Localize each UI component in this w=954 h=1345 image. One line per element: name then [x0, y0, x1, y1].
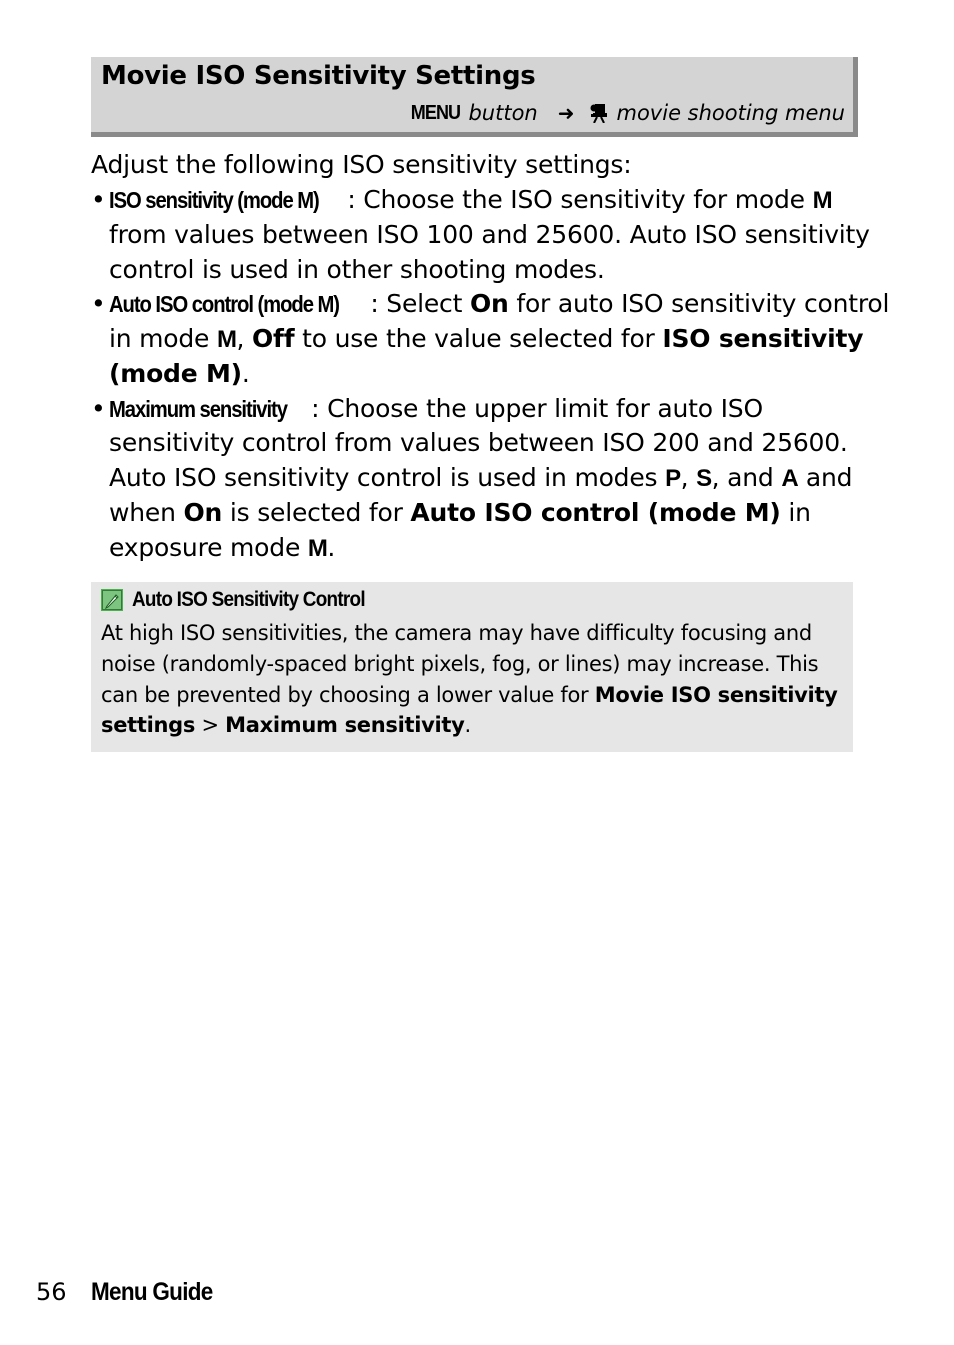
note-header — [101, 588, 391, 612]
page-footer — [36, 1278, 226, 1307]
page-title: Movie ISO Sensitivity Settings — [101, 61, 536, 91]
menu-name: movie shooting menu — [616, 101, 845, 125]
main-content — [91, 148, 890, 566]
bullet-icon: • — [91, 184, 106, 214]
pencil-note-icon — [101, 589, 123, 611]
section-header — [91, 57, 858, 137]
settings-list — [91, 183, 890, 567]
setting-term: Maximum sensitivity — [109, 395, 287, 422]
list-item: • ISO sensitivity (mode M) : Choose the ISO sensitivity for mode M from values between ISO 100 and 25600. Auto ISO sensitivity control is used in other shooting modes. — [91, 184, 870, 284]
list-item: • Maximum sensitivity : Choose the upper limit for auto ISO sensitivity control from values between ISO 200 and 25600. Auto ISO sensitivity control is used in modes P, S, and A and when On is selected for Auto ISO control (mode M) in exposure mode M. — [91, 393, 853, 562]
menu-path — [408, 101, 845, 125]
intro-text: Adjust the following ISO sensitivity settings: — [91, 150, 632, 179]
list-item: • Auto ISO control (mode M) : Select On for auto ISO sensitivity control in mode M, Off to use the value selected for ISO sensitivity (mode M). — [91, 289, 890, 388]
note-box — [91, 582, 853, 752]
page-number: 56 — [36, 1278, 67, 1306]
menu-button-text: button — [468, 101, 538, 125]
setting-term: ISO sensitivity (mode M) — [109, 186, 319, 213]
note-title: Auto ISO Sensitivity Control — [132, 588, 365, 611]
bullet-icon: • — [91, 289, 106, 318]
setting-term: Auto ISO control (mode M) — [109, 291, 339, 317]
menu-button-label: MENU — [410, 101, 460, 124]
bullet-icon: • — [91, 393, 106, 423]
note-body: At high ISO sensitivities, the camera may have difficulty focusing and noise (randomly-spaced bright pixels, fog, or lines) may increase. This can be prevented by choosing a lower value for Movie ISO sensitivity settings > Maximum sensitivity. — [101, 621, 838, 738]
movie-camera-icon — [589, 103, 611, 123]
section-name: Menu Guide — [90, 1278, 213, 1306]
arrow-icon: ➜ — [557, 101, 575, 125]
